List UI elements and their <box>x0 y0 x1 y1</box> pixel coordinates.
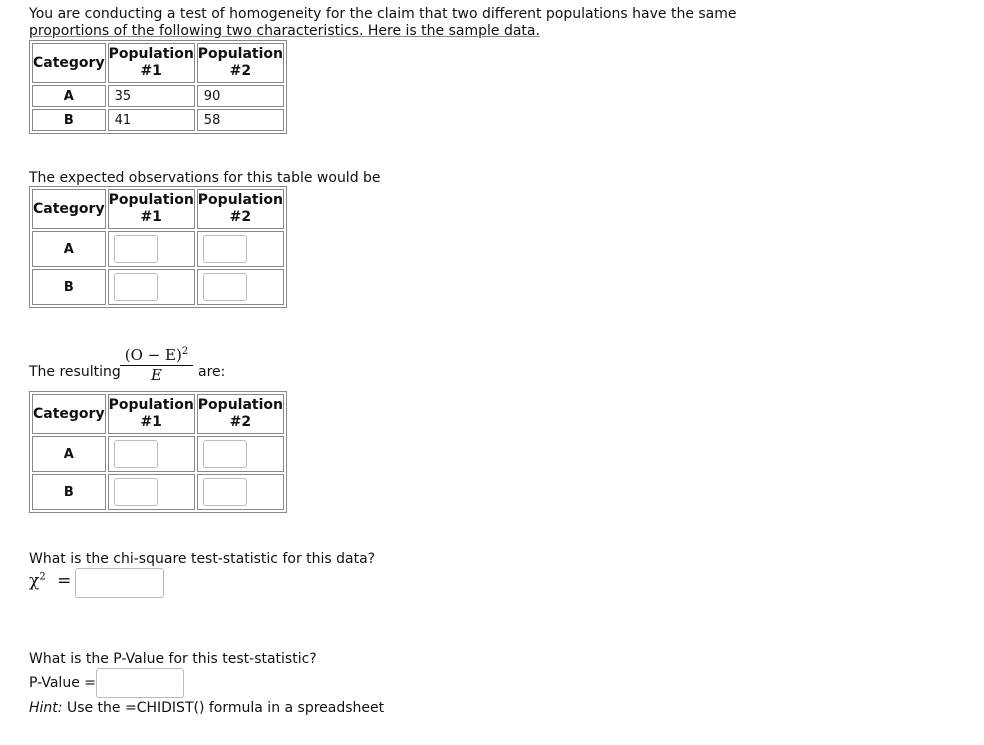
problem-intro <box>29 6 737 40</box>
formula-exponent: 2 <box>181 346 189 357</box>
observed-table <box>29 40 287 134</box>
contribution-table <box>29 391 287 513</box>
header-population-2: Population #2 <box>197 189 284 229</box>
contrib-a-pop1-input[interactable] <box>114 440 158 468</box>
pvalue-input[interactable] <box>96 668 184 698</box>
header-category: Category <box>32 189 106 229</box>
expected-b-pop1-input[interactable] <box>114 273 158 301</box>
table-row <box>32 85 284 107</box>
contrib-b-pop2-input[interactable] <box>203 478 247 506</box>
header-population-2: Population #2 <box>197 43 284 83</box>
contrib-a-pop2-input[interactable] <box>203 440 247 468</box>
chi-symbol: χ <box>29 571 40 591</box>
observed-value: 58 <box>197 109 284 131</box>
contrib-suffix: are: <box>198 364 226 380</box>
chisq-question: What is the chi-square test-statistic for this data? <box>29 551 376 567</box>
intro-line-1: You are conducting a test of homogeneity for the claim that two different populations have the same <box>29 6 737 22</box>
hint-label: Hint: <box>29 700 63 716</box>
chisq-label: $\chi^2$ = <box>29 571 72 591</box>
expected-intro: The expected observations for this table would be <box>29 170 381 186</box>
expected-a-pop2-input[interactable] <box>203 235 247 263</box>
table-row <box>32 436 284 472</box>
intro-line-2: proportions of the following two characteristics. Here is the sample data. <box>29 23 540 39</box>
chisq-input[interactable] <box>75 568 164 598</box>
hint <box>29 700 384 716</box>
hint-text: Use the =CHIDIST() formula in a spreadsheet <box>62 700 385 716</box>
row-label: A <box>32 85 106 107</box>
header-population-2: Population #2 <box>197 394 284 434</box>
table-row <box>32 269 284 305</box>
pvalue-label: P-Value = <box>29 675 96 691</box>
table-row <box>32 474 284 510</box>
row-label: A <box>32 231 106 267</box>
expected-table <box>29 186 287 308</box>
row-label: B <box>32 109 106 131</box>
header-population-1: Population #1 <box>108 189 195 229</box>
observed-value: 90 <box>197 85 284 107</box>
header-category: Category <box>32 43 106 83</box>
table-row <box>32 109 284 131</box>
expected-b-pop2-input[interactable] <box>203 273 247 301</box>
table-row <box>32 231 284 267</box>
contrib-b-pop1-input[interactable] <box>114 478 158 506</box>
header-population-1: Population #1 <box>108 394 195 434</box>
header-population-1: Population #1 <box>108 43 195 83</box>
pvalue-question: What is the P-Value for this test-statistic? <box>29 651 317 667</box>
row-label: B <box>32 269 106 305</box>
row-label: B <box>32 474 106 510</box>
formula-denominator: E <box>151 366 162 384</box>
expected-a-pop1-input[interactable] <box>114 235 158 263</box>
observed-value: 41 <box>108 109 195 131</box>
contrib-prefix: The resulting <box>29 364 121 380</box>
header-category: Category <box>32 394 106 434</box>
formula-numerator: (O − E) <box>124 346 182 364</box>
contribution-formula <box>120 346 193 384</box>
equals-sign: = <box>57 571 72 591</box>
row-label: A <box>32 436 106 472</box>
observed-value: 35 <box>108 85 195 107</box>
